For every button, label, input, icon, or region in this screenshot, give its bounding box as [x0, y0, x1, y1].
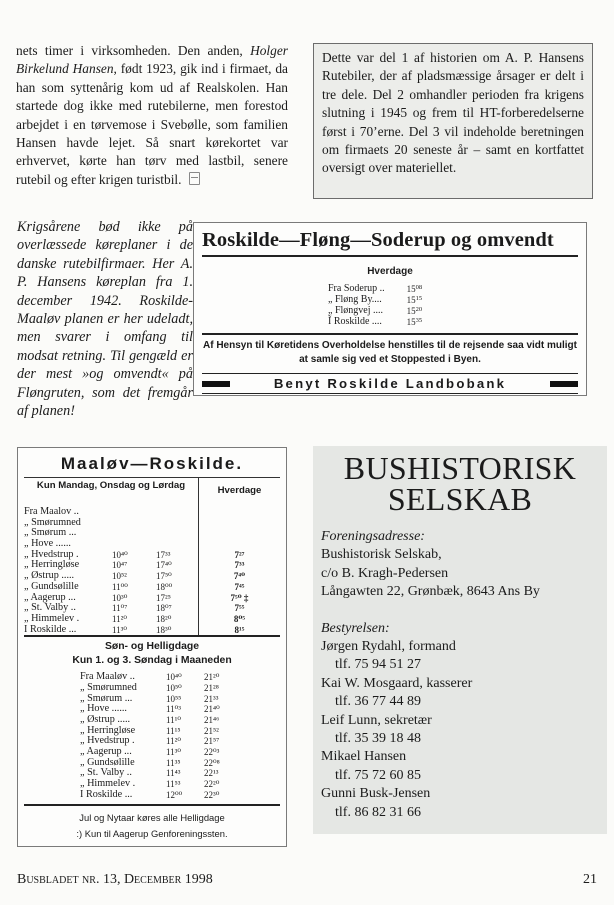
departure-time: 11⁵³	[166, 779, 181, 790]
departure-time: 22¹³	[204, 768, 219, 779]
departure-time: 7⁴⁰	[233, 571, 246, 582]
series-note-box	[313, 43, 593, 199]
timetable-row	[199, 560, 280, 571]
bar-ornament-right-icon	[550, 381, 578, 387]
timetable-row	[24, 507, 198, 518]
club-info-box	[313, 446, 607, 834]
stop-name: „ Himmelev .	[24, 613, 80, 624]
departure-time: 18³⁰	[156, 624, 172, 635]
divider	[202, 373, 578, 374]
col-head-right: Hverdage	[217, 485, 262, 496]
departure-time: 18⁰⁰	[156, 581, 173, 592]
departure-time	[156, 539, 196, 550]
departure-time: 12⁰⁰	[166, 789, 183, 800]
stop-name: Fra Soderup ..	[328, 282, 385, 294]
board-member-phone: tlf. 35 39 18 48	[335, 731, 421, 747]
departure-time: 8⁰⁵	[233, 613, 246, 624]
departure-time: 22⁰³	[204, 747, 220, 758]
board-member-phone: tlf. 75 72 60 85	[335, 767, 421, 783]
board-member-name: Mikael Hansen	[321, 749, 407, 765]
stop-name: „ Herringløse	[24, 560, 80, 571]
timetable-flong-title: Roskilde—Fløng—Soderup og omvendt	[202, 229, 554, 251]
footnote-1: Jul og Nytaar køres alle Helligdage	[79, 811, 225, 823]
board-member-name: Kai W. Mosgaard, kasserer	[321, 675, 473, 691]
departure-time: 7³³	[234, 560, 245, 571]
departure-time: $15^{08}$	[406, 284, 423, 294]
stop-name: „ Smørumned	[24, 517, 81, 528]
timetable-row	[24, 593, 198, 604]
departure-time: 17³³	[156, 549, 171, 560]
address-line: Bushistorisk Selskab,	[321, 547, 442, 563]
departure-time: 7²⁷	[234, 549, 245, 560]
timetable-maalov	[17, 447, 287, 847]
departure-time: 18²⁰	[156, 613, 172, 624]
timetable-row	[199, 593, 280, 604]
timetable-maalov-weekday-grid	[24, 477, 280, 635]
departure-time: 10⁵²	[112, 571, 127, 582]
departure-time: 7⁵⁵	[234, 603, 245, 614]
footnote-2: :) Kun til Aagerup Genforeningssten.	[76, 827, 228, 839]
timetable-row	[328, 305, 422, 316]
divider	[202, 393, 578, 394]
timetable-row	[24, 518, 198, 529]
departure-time: 22⁰⁸	[204, 757, 220, 768]
departure-time: 17⁵⁰	[156, 571, 172, 582]
article-text	[16, 42, 288, 189]
publication-info: Busbladet nr. 13, December 1998	[17, 872, 213, 887]
timetable-row	[328, 294, 422, 305]
stop-name: Ĩ Roskilde ...	[80, 789, 133, 800]
stop-name: „ Gundsølille	[24, 581, 79, 592]
sunday-heading-2: Kun 1. og 3. Søndag i Maaneden	[72, 655, 232, 667]
board-member-phone: tlf. 36 77 44 89	[335, 694, 421, 710]
departure-time: 21³³	[204, 693, 219, 704]
address-line: c/o B. Kragh-Pedersen	[321, 565, 449, 581]
timetable-row	[80, 736, 280, 747]
departure-time: 21²⁰	[204, 672, 220, 683]
stop-name: „ Hvedstrup .	[80, 736, 135, 747]
stop-name: „ Hove ......	[24, 539, 71, 550]
series-note-text: Dette var del 1 af historien om A. P. Hansens Rutebiler, der af pladsmæssige årsager er delt i tre dele. Del 2 omhandler perioden fra krigens slutning i 1945 og frem til HT-forberedelserne først i 70’erne. Del 3 vil indeholde beretningen om firmaets 20 seneste år – samt en kortfattet oversigt over materiellet.	[322, 50, 584, 176]
stop-name: „ Smørum ...	[24, 528, 77, 539]
departure-time: 10⁵⁰	[166, 682, 182, 693]
departure-time: 10³⁰	[112, 592, 128, 603]
departure-time: 11¹⁰	[166, 715, 181, 726]
departure-time: 21⁵²	[204, 725, 219, 736]
timetable-row	[199, 550, 280, 561]
timetable-row	[80, 779, 280, 790]
stop-name: „ Hove ......	[80, 704, 127, 715]
timetable-maalov-title: Maaløv—Roskilde.	[60, 454, 244, 473]
departure-time: 10⁴⁷	[112, 560, 128, 571]
stop-name: Fra Maalov ..	[24, 507, 79, 517]
stop-name: „ Smørumned	[80, 682, 137, 693]
departure-time	[112, 518, 156, 529]
weekday-right-column	[199, 478, 280, 635]
divider	[202, 333, 578, 335]
departure-time: 21²⁸	[204, 682, 219, 693]
timetable-row	[80, 790, 280, 801]
board-member-phone: tlf. 86 82 31 66	[335, 804, 421, 820]
departure-time: 11⁴³	[166, 768, 181, 779]
departure-time: 11⁰⁷	[112, 603, 128, 614]
timetable-row	[199, 571, 280, 582]
timetable-row	[80, 758, 280, 769]
departure-time: 7⁵⁰ ‡	[230, 592, 249, 603]
address-label: Foreningsadresse:	[321, 529, 425, 544]
club-name-line2: SELSKAB	[387, 481, 533, 517]
sunday-rows	[80, 672, 280, 800]
departure-time	[156, 507, 196, 518]
page-footer	[17, 872, 597, 888]
timetable-row	[24, 571, 198, 582]
departure-time: $15^{20}$	[406, 306, 423, 316]
article-intro: nets timer i virksomheden. Den anden,	[16, 43, 251, 58]
timetable-row	[24, 625, 198, 636]
stop-name: Fra Maaløv ..	[80, 672, 135, 683]
departure-time: 11¹⁵	[166, 725, 181, 736]
departure-time	[112, 528, 156, 539]
timetable-row	[24, 582, 198, 593]
weekday-left-column	[24, 478, 199, 635]
timetable-row	[199, 614, 280, 625]
page-number: 21	[583, 872, 597, 887]
stop-name: „ Hvedstrup .	[24, 549, 79, 560]
departure-time	[156, 518, 196, 529]
departure-time: 22²⁰	[204, 779, 220, 790]
stop-name: „ Østrup .....	[24, 571, 75, 582]
stop-name: „ Herringløse	[80, 725, 136, 736]
person-name: Holger Birkelund Hansen	[16, 43, 288, 77]
departure-time: 7⁴⁵	[234, 581, 245, 592]
timetable-row	[24, 603, 198, 614]
timetable-flong-notice: Af Hensyn til Køretidens Overholdelse henstilles til de rejsende saa vidt muligt at samle sig ved et Stoppested i Byen.	[203, 340, 577, 365]
departure-time: 22³⁰	[204, 789, 220, 800]
departure-time: 11³⁵	[166, 757, 181, 768]
departure-time: 11⁰³	[166, 704, 181, 715]
departure-time: $15^{35}$	[406, 317, 423, 327]
timetable-row	[199, 603, 280, 614]
timetable-row	[80, 704, 280, 715]
departure-time: 10⁵⁵	[166, 693, 182, 704]
timetable-row	[24, 539, 198, 550]
stop-name: „ Østrup .....	[80, 715, 131, 726]
stop-name: „ St. Valby ..	[24, 603, 76, 614]
stop-name: „ Aagerup ...	[80, 747, 132, 758]
board-member-name: Jørgen Rydahl, formand	[321, 639, 456, 655]
departure-time: 10⁴⁰	[166, 672, 182, 683]
divider	[202, 255, 578, 257]
departure-time: 17⁴⁰	[156, 560, 172, 571]
departure-time: 11³⁰	[112, 624, 127, 635]
stop-name: „ Aagerup ...	[24, 592, 76, 603]
stop-name: „ Fløngvej ....	[328, 304, 383, 316]
departure-time	[112, 507, 156, 518]
club-name-line1: BUSHISTORISK	[343, 450, 577, 486]
timetable-row	[80, 672, 280, 683]
departure-time	[156, 528, 196, 539]
bus-end-mark-icon	[189, 172, 200, 185]
article-rest: , født 1923, gik ind i firmaet, da han som syttenårig kom ud af Realskolen. Han startede dog ikke med rutebilerne, men forestod arbejdet i en tørvemose i Svebølle, som familien Hansen havde lejet. Så snart kørekortet var erhvervet, kørte han tørv med lastbil, senere rutebil og efter krigen turistbil.	[16, 61, 288, 187]
timetable-row	[80, 683, 280, 694]
stop-name: „ Gundsølille	[80, 757, 135, 768]
departure-time: 10⁴⁰	[112, 549, 128, 560]
timetable-flong-subtitle: Hverdage	[367, 266, 413, 277]
stop-name: Ĩ Roskilde ....	[328, 315, 382, 327]
timetable-row	[80, 715, 280, 726]
departure-time: 21⁴⁰	[204, 704, 220, 715]
departure-time: 8¹⁵	[234, 624, 245, 635]
departure-time	[112, 539, 156, 550]
departure-time: 11²⁰	[112, 613, 127, 624]
departure-time: 18⁰⁷	[156, 603, 172, 614]
timetable-flong-table	[328, 283, 422, 327]
timetable-row	[80, 747, 280, 758]
stop-name: „ Himmelev .	[80, 779, 136, 790]
departure-time: 17²⁵	[156, 592, 171, 603]
stop-name: „ St. Valby ..	[80, 768, 132, 779]
timetable-row	[199, 625, 280, 636]
departure-time: 21⁴⁶	[204, 715, 220, 726]
board-member-phone: tlf. 75 94 51 27	[335, 657, 421, 673]
departure-time: 11⁰⁰	[112, 581, 128, 592]
timetable-row	[24, 550, 198, 561]
timetable-row	[80, 694, 280, 705]
bank-advert-text: Benyt Roskilde Landbobank	[273, 376, 507, 391]
departure-time: 21⁵⁷	[204, 736, 220, 747]
sunday-heading-1: Søn- og Helligdage	[104, 641, 200, 653]
col-head-left: Kun Mandag, Onsdag og Lørdag	[36, 480, 186, 491]
address-line: Långawten 22, Grønbæk, 8643 Ans By	[321, 584, 540, 600]
timetable-row	[24, 528, 198, 539]
timetable-row	[80, 726, 280, 737]
caption-text: Krigsårene bød ikke på overlæssede køreplaner i de danske rutebilfirmaer. Her A. P. Hansens køreplan fra 1. december 1942. Roskilde-Maaløv planen er her udeladt, men svarer i omfang til modsat retning. Til gengæld er der mest »og omvendt« på Fløngruten, som det fremgår af planen!	[17, 219, 193, 420]
timetable-row	[328, 316, 422, 327]
timetable-flong	[193, 222, 587, 396]
board-member-name: Gunni Busk-Jensen	[321, 786, 431, 802]
timetable-row	[24, 614, 198, 625]
departure-time: 11²⁰	[166, 736, 181, 747]
stop-name: Ĩ Roskilde ...	[24, 624, 77, 635]
board-member-name: Leif Lunn, sekretær	[321, 712, 432, 728]
board-label: Bestyrelsen:	[321, 620, 390, 636]
divider	[24, 804, 280, 806]
timetable-row	[24, 560, 198, 571]
timetable-row	[80, 768, 280, 779]
divider	[24, 635, 280, 637]
bar-ornament-left-icon	[202, 381, 230, 387]
departure-time: $15^{15}$	[406, 295, 423, 305]
timetable-row	[199, 582, 280, 593]
image-caption	[17, 218, 193, 420]
stop-name: „ Fløng By....	[328, 293, 382, 305]
bank-advert	[202, 376, 578, 391]
departure-time: 11³⁰	[166, 747, 181, 758]
timetable-row	[328, 283, 422, 294]
stop-name: „ Smørum ...	[80, 693, 133, 704]
